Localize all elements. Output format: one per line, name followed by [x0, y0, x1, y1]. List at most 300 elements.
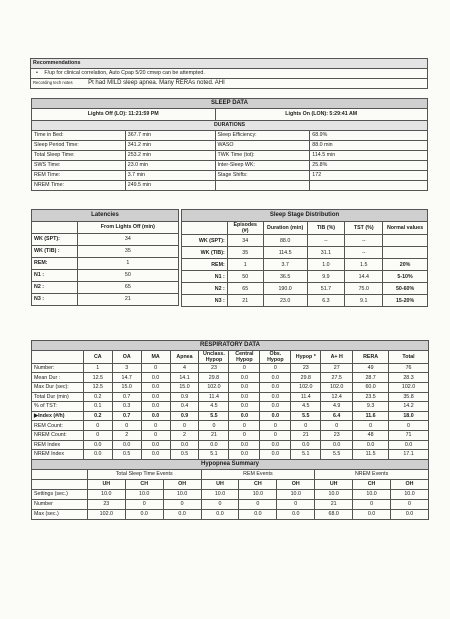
respiratory-value: 5.1 — [291, 450, 321, 460]
table-row — [182, 259, 428, 271]
respiratory-value: 27.5 — [321, 373, 353, 383]
sleep-data-value: 172 — [310, 171, 428, 181]
respiratory-value: 0.0 — [141, 373, 170, 383]
respiratory-value: 23 — [199, 363, 229, 373]
table-row — [32, 411, 429, 421]
hypopnea-column-header: CH — [239, 480, 277, 490]
sleep-data-value: 3.7 min — [125, 171, 215, 181]
hypopnea-value: 0.0 — [277, 510, 315, 520]
respiratory-value: 0.0 — [141, 382, 170, 392]
table-row — [32, 510, 429, 520]
sleep-data-value: 23.0 min — [125, 161, 215, 171]
stage-column-header: Normal values — [383, 222, 428, 235]
hypopnea-value: 10.0 — [87, 490, 125, 500]
latency-value: 34 — [77, 234, 178, 246]
respiratory-value: 0 — [321, 421, 353, 431]
hypopnea-value: 102.0 — [87, 510, 125, 520]
respiratory-column-header: RERA — [353, 350, 389, 363]
respiratory-value: 14.7 — [112, 373, 141, 383]
respiratory-value: 15.0 — [112, 382, 141, 392]
hypopnea-table — [31, 459, 429, 520]
respiratory-value: 11.5 — [353, 450, 389, 460]
latency-label: REM: — [32, 258, 78, 270]
latency-value: 1 — [77, 258, 178, 270]
stage-label: N3 : — [182, 295, 228, 307]
respiratory-value: 17.1 — [389, 450, 429, 460]
respiratory-value: 12.4 — [321, 392, 353, 402]
stage-value: 9.1 — [345, 295, 383, 307]
respiratory-value: 0.0 — [141, 440, 170, 450]
respiratory-value: 0.0 — [260, 402, 291, 412]
table-row — [32, 171, 428, 181]
respiratory-value: 0 — [260, 421, 291, 431]
stage-value — [383, 235, 428, 247]
hypopnea-title: Hypopnea Summary — [32, 460, 429, 470]
table-row — [32, 282, 179, 294]
respiratory-value: 21 — [291, 430, 321, 440]
respiratory-value: 14.2 — [389, 402, 429, 412]
stage-value: 3.7 — [263, 259, 307, 271]
respiratory-value: 0.0 — [229, 450, 260, 460]
respiratory-value: 0.0 — [260, 392, 291, 402]
respiratory-value: 0 — [229, 421, 260, 431]
respiratory-value: 1 — [83, 363, 112, 373]
table-row — [32, 392, 429, 402]
respiratory-column-header: Hypop * — [291, 350, 321, 363]
stage-value: 50-60% — [383, 283, 428, 295]
respiratory-value: 5.5 — [291, 411, 321, 421]
stage-distribution-table — [181, 209, 428, 307]
respiratory-value: 28.7 — [353, 373, 389, 383]
stage-value: -- — [307, 235, 345, 247]
stage-label: N1 : — [182, 271, 228, 283]
stage-value: 114.5 — [263, 247, 307, 259]
respiratory-label: REM Count: — [32, 421, 84, 431]
sleep-data-title: SLEEP DATA — [32, 99, 428, 109]
table-row — [32, 490, 429, 500]
respiratory-value: 0.0 — [83, 450, 112, 460]
table-row — [32, 258, 179, 270]
stage-distribution-title: Sleep Stage Distribution — [182, 210, 428, 222]
table-row — [32, 161, 428, 171]
respiratory-value: 2 — [170, 430, 199, 440]
stage-value: -- — [345, 235, 383, 247]
respiratory-value: 23.5 — [353, 392, 389, 402]
respiratory-value: 4.9 — [321, 402, 353, 412]
respiratory-value: 6.4 — [321, 411, 353, 421]
respiratory-value: 0.0 — [141, 392, 170, 402]
respiratory-value: 0.9 — [170, 392, 199, 402]
respiratory-value: 0.0 — [229, 392, 260, 402]
hypopnea-value: 0 — [353, 500, 391, 510]
respiratory-value: 48 — [353, 430, 389, 440]
respiratory-label: Number: — [32, 363, 84, 373]
hypopnea-column-header: CH — [353, 480, 391, 490]
respiratory-value: 0.0 — [291, 440, 321, 450]
stage-value: 36.5 — [263, 271, 307, 283]
respiratory-value: 29.8 — [291, 373, 321, 383]
sleep-data-value: 114.5 min — [310, 151, 428, 161]
stage-label: REM: — [182, 259, 228, 271]
hypopnea-value: 0.0 — [239, 510, 277, 520]
respiratory-value: 0.0 — [260, 411, 291, 421]
respiratory-value: 0 — [353, 421, 389, 431]
hypopnea-value: 0.0 — [391, 510, 429, 520]
respiratory-value: 0.0 — [141, 402, 170, 412]
hypopnea-value: 10.0 — [353, 490, 391, 500]
respiratory-value: 23 — [291, 363, 321, 373]
respiratory-value: 0 — [112, 421, 141, 431]
respiratory-value: 0.5 — [170, 450, 199, 460]
sleep-data-value — [310, 181, 428, 191]
sleep-data-label: Inter-Sleep WK: — [215, 161, 310, 171]
respiratory-value: 0 — [291, 421, 321, 431]
lights-off: Lights Off (LO): 11:21:59 PM — [32, 109, 216, 121]
respiratory-value: 23 — [321, 430, 353, 440]
hypopnea-column-header: OH — [391, 480, 429, 490]
respiratory-value: 0.0 — [260, 450, 291, 460]
stage-column-header: Duration (min) — [263, 222, 307, 235]
sleep-data-value: 341.2 min — [125, 141, 215, 151]
stage-value: -- — [345, 247, 383, 259]
respiratory-value: 5.5 — [199, 411, 229, 421]
respiratory-value: 2 — [112, 430, 141, 440]
table-row — [32, 181, 428, 191]
respiratory-value: 0.0 — [170, 440, 199, 450]
respiratory-value: 18.0 — [389, 411, 429, 421]
table-row — [182, 247, 428, 259]
respiratory-value: 0 — [141, 363, 170, 373]
sleep-data-label: Sleep Efficiency: — [215, 131, 310, 141]
stage-value: 31.1 — [307, 247, 345, 259]
sleep-data-value: 68.9% — [310, 131, 428, 141]
sleep-data-label: SWS Time: — [32, 161, 126, 171]
respiratory-value: 0 — [199, 421, 229, 431]
hypopnea-column-header: CH — [125, 480, 163, 490]
stage-label: WK (TIB): — [182, 247, 228, 259]
hypopnea-column-header — [32, 480, 88, 490]
hypopnea-column-header: UH — [315, 480, 353, 490]
respiratory-value: 0.0 — [389, 440, 429, 450]
sleep-data-label: Time in Bed: — [32, 131, 126, 141]
hypopnea-value: 10.0 — [125, 490, 163, 500]
table-row — [182, 271, 428, 283]
latency-label: N1 : — [32, 270, 78, 282]
sleep-data-label: Sleep Period Time: — [32, 141, 126, 151]
latency-value: 65 — [77, 282, 178, 294]
respiratory-value: 76 — [389, 363, 429, 373]
hypopnea-blank — [32, 470, 88, 480]
table-row — [32, 440, 429, 450]
stage-value: 50 — [227, 271, 263, 283]
respiratory-column-header: CA — [83, 350, 112, 363]
stage-value: 5-10% — [383, 271, 428, 283]
stage-value: 6.3 — [307, 295, 345, 307]
stage-column-header: TST (%) — [345, 222, 383, 235]
stage-value: 23.0 — [263, 295, 307, 307]
hypopnea-column-header: UH — [201, 480, 239, 490]
respiratory-value: 0.0 — [260, 373, 291, 383]
respiratory-value: 0.7 — [112, 411, 141, 421]
hypopnea-column-header: OH — [277, 480, 315, 490]
hypopnea-value: 0.0 — [353, 510, 391, 520]
respiratory-value: 0.9 — [170, 411, 199, 421]
respiratory-value: 0.0 — [141, 450, 170, 460]
respiratory-value: 102.0 — [389, 382, 429, 392]
sleep-data-value: 253.2 min — [125, 151, 215, 161]
sleep-data-value: 88.0 min — [310, 141, 428, 151]
tech-notes-row — [31, 79, 428, 89]
respiratory-value: 21 — [199, 430, 229, 440]
respiratory-label: % of TST: — [32, 402, 84, 412]
stage-value: 35 — [227, 247, 263, 259]
table-row — [32, 151, 428, 161]
hypopnea-value: 10.0 — [239, 490, 277, 500]
stage-value: 88.0 — [263, 235, 307, 247]
hypopnea-label: Settings (sec.) — [32, 490, 88, 500]
respiratory-value: 0.0 — [112, 440, 141, 450]
respiratory-value: 0.1 — [83, 402, 112, 412]
latency-label: WK (TIB) : — [32, 246, 78, 258]
respiratory-value: 102.0 — [199, 382, 229, 392]
table-row — [32, 294, 179, 306]
respiratory-value: 0.2 — [83, 392, 112, 402]
respiratory-label: Total Dur (min) — [32, 392, 84, 402]
hypopnea-value: 0 — [391, 500, 429, 510]
respiratory-column-header: Unclass. Hypop — [199, 350, 229, 363]
hypopnea-value: 68.0 — [315, 510, 353, 520]
respiratory-value: 29.8 — [199, 373, 229, 383]
latency-value: 21 — [77, 294, 178, 306]
table-row — [32, 246, 179, 258]
respiratory-value: 11.4 — [199, 392, 229, 402]
latency-value: 50 — [77, 270, 178, 282]
stage-value: 21 — [227, 295, 263, 307]
respiratory-value: 0 — [83, 430, 112, 440]
respiratory-value: 0.0 — [83, 440, 112, 450]
respiratory-value: 12.5 — [83, 382, 112, 392]
respiratory-value: 3 — [112, 363, 141, 373]
recommendations-title: Recommendations — [31, 59, 428, 69]
respiratory-value: 0 — [83, 421, 112, 431]
stage-column-header — [182, 222, 228, 235]
lights-on: Lights On (LON): 5:29:41 AM — [215, 109, 427, 121]
respiratory-column-header: MA — [141, 350, 170, 363]
hypopnea-group-rem: REM Events — [201, 470, 315, 480]
respiratory-value: 4 — [170, 363, 199, 373]
stage-value: 51.7 — [307, 283, 345, 295]
latencies-col-header: From Lights Off (min) — [77, 222, 178, 234]
stage-value: 190.0 — [263, 283, 307, 295]
hypopnea-group-tst: Total Sleep Time Events — [87, 470, 201, 480]
hypopnea-group-nrem: NREM Events — [315, 470, 429, 480]
latency-label: N3 : — [32, 294, 78, 306]
respiratory-value: 11.6 — [353, 411, 389, 421]
respiratory-value: 5.1 — [199, 450, 229, 460]
hypopnea-column-header: OH — [163, 480, 201, 490]
sleep-data-table — [31, 98, 428, 191]
table-row — [32, 373, 429, 383]
hypopnea-value: 10.0 — [163, 490, 201, 500]
table-row — [32, 450, 429, 460]
table-row — [32, 234, 179, 246]
respiratory-label: REM Index — [32, 440, 84, 450]
table-row — [32, 421, 429, 431]
respiratory-column-header: OA — [112, 350, 141, 363]
hypopnea-value: 0 — [125, 500, 163, 510]
respiratory-value: 102.0 — [321, 382, 353, 392]
hypopnea-value: 10.0 — [201, 490, 239, 500]
latencies-table — [31, 209, 179, 306]
table-row — [32, 430, 429, 440]
sleep-data-label: WASO — [215, 141, 310, 151]
recommendations-table — [30, 58, 428, 89]
stage-column-header: TIB (%) — [307, 222, 345, 235]
table-row — [32, 500, 429, 510]
stage-value: 34 — [227, 235, 263, 247]
respiratory-value: 4.5 — [291, 402, 321, 412]
tech-notes-label: Recording tech notes — [33, 80, 73, 86]
hypopnea-value: 10.0 — [391, 490, 429, 500]
respiratory-value: 0.4 — [170, 402, 199, 412]
respiratory-label: Mean Dur : — [32, 373, 84, 383]
hypopnea-value: 0.0 — [125, 510, 163, 520]
respiratory-value: 28.3 — [389, 373, 429, 383]
sleep-data-label: NREM Time: — [32, 181, 126, 191]
respiratory-value: 0.2 — [83, 411, 112, 421]
sleep-data-label: Total Sleep Time: — [32, 151, 126, 161]
respiratory-value: 0.5 — [112, 450, 141, 460]
respiratory-value: 0.0 — [229, 402, 260, 412]
respiratory-column-header: Total — [389, 350, 429, 363]
respiratory-label: NREM Index — [32, 450, 84, 460]
latencies-blank — [32, 222, 78, 234]
respiratory-value: 0.0 — [260, 382, 291, 392]
table-row — [32, 382, 429, 392]
respiratory-value: 0 — [260, 363, 291, 373]
stage-value: 1.0 — [307, 259, 345, 271]
respiratory-value: 102.0 — [291, 382, 321, 392]
sleep-data-value: 249.5 min — [125, 181, 215, 191]
recommendation-text: F/up for clinical correlation, Auto Cpap 5/20 cmwp can be attempted. — [44, 70, 205, 77]
respiratory-column-header: A+ H — [321, 350, 353, 363]
stage-value: 20% — [383, 259, 428, 271]
sleep-data-label: Stage Shifts: — [215, 171, 310, 181]
hypopnea-value: 0 — [163, 500, 201, 510]
hypopnea-value: 0.0 — [163, 510, 201, 520]
respiratory-column-header: Central Hypop — [229, 350, 260, 363]
respiratory-value: 0.3 — [112, 402, 141, 412]
sleep-data-value: 367.7 min — [125, 131, 215, 141]
respiratory-value: 0 — [141, 421, 170, 431]
respiratory-value: 9.3 — [353, 402, 389, 412]
stage-value: 65 — [227, 283, 263, 295]
respiratory-value: 0.0 — [229, 382, 260, 392]
respiratory-value: 0.7 — [112, 392, 141, 402]
tech-notes-text: Pt had MILD sleep apnea. Many RERAs noted. AHI — [88, 80, 225, 87]
sleep-data-label: REM Time: — [32, 171, 126, 181]
hypopnea-value: 23 — [87, 500, 125, 510]
respiratory-value: 0 — [170, 421, 199, 431]
respiratory-value: 12.5 — [83, 373, 112, 383]
table-row — [182, 235, 428, 247]
stage-value: 75.0 — [345, 283, 383, 295]
respiratory-label: Max Dur (sec): — [32, 382, 84, 392]
respiratory-value: 0.0 — [229, 373, 260, 383]
respiratory-value: 0 — [229, 363, 260, 373]
hypopnea-value: 21 — [315, 500, 353, 510]
hypopnea-value: 0 — [201, 500, 239, 510]
respiratory-column-header — [32, 350, 84, 363]
hypopnea-value: 0 — [239, 500, 277, 510]
respiratory-value: 0 — [141, 430, 170, 440]
sleep-data-value: 25.8% — [310, 161, 428, 171]
latency-value: 35 — [77, 246, 178, 258]
respiratory-value: 15.0 — [170, 382, 199, 392]
stage-label: WK (SPT): — [182, 235, 228, 247]
stage-column-header: Episodes (#) — [227, 222, 263, 235]
respiratory-value: 0.0 — [353, 440, 389, 450]
stage-value: 14.4 — [345, 271, 383, 283]
hypopnea-value: 10.0 — [277, 490, 315, 500]
hypopnea-value: 10.0 — [315, 490, 353, 500]
respiratory-value: 27 — [321, 363, 353, 373]
stage-value: 9.9 — [307, 271, 345, 283]
table-row — [32, 402, 429, 412]
stage-value: 1.5 — [345, 259, 383, 271]
respiratory-value: 49 — [353, 363, 389, 373]
recommendation-row — [31, 69, 428, 79]
respiratory-value: 71 — [389, 430, 429, 440]
stage-value: 15-20% — [383, 295, 428, 307]
respiratory-value: 0.0 — [229, 440, 260, 450]
sleep-data-label: TWK Time (tot): — [215, 151, 310, 161]
respiratory-column-header: Apnea — [170, 350, 199, 363]
stage-value — [383, 247, 428, 259]
stage-label: N2 : — [182, 283, 228, 295]
latencies-title: Latencies — [32, 210, 179, 222]
latency-label: WK (SPT): — [32, 234, 78, 246]
table-row — [32, 131, 428, 141]
respiratory-value: 35.8 — [389, 392, 429, 402]
respiratory-value: 4.5 — [199, 402, 229, 412]
respiratory-label: NREM Count: — [32, 430, 84, 440]
hypopnea-label: Max (sec.) — [32, 510, 88, 520]
bullet-icon: • — [36, 70, 38, 77]
latency-label: N2 : — [32, 282, 78, 294]
hypopnea-column-header: UH — [87, 480, 125, 490]
respiratory-value: 14.1 — [170, 373, 199, 383]
hypopnea-value: 0 — [277, 500, 315, 510]
table-row — [182, 295, 428, 307]
stage-value: 1 — [227, 259, 263, 271]
respiratory-column-header: Obs. Hypop — [260, 350, 291, 363]
sleep-data-label — [215, 181, 310, 191]
respiratory-value: 0 — [229, 430, 260, 440]
respiratory-table — [31, 340, 429, 460]
respiratory-value: 0.0 — [199, 440, 229, 450]
table-row — [32, 270, 179, 282]
respiratory-value: 0.0 — [321, 440, 353, 450]
durations-title: DURATIONS — [32, 121, 428, 131]
hypopnea-label: Number — [32, 500, 88, 510]
respiratory-value: 11.4 — [291, 392, 321, 402]
respiratory-value: 0 — [260, 430, 291, 440]
respiratory-value: 0.0 — [229, 411, 260, 421]
respiratory-value: 5.5 — [321, 450, 353, 460]
table-row — [182, 283, 428, 295]
respiratory-value: 0.0 — [260, 440, 291, 450]
